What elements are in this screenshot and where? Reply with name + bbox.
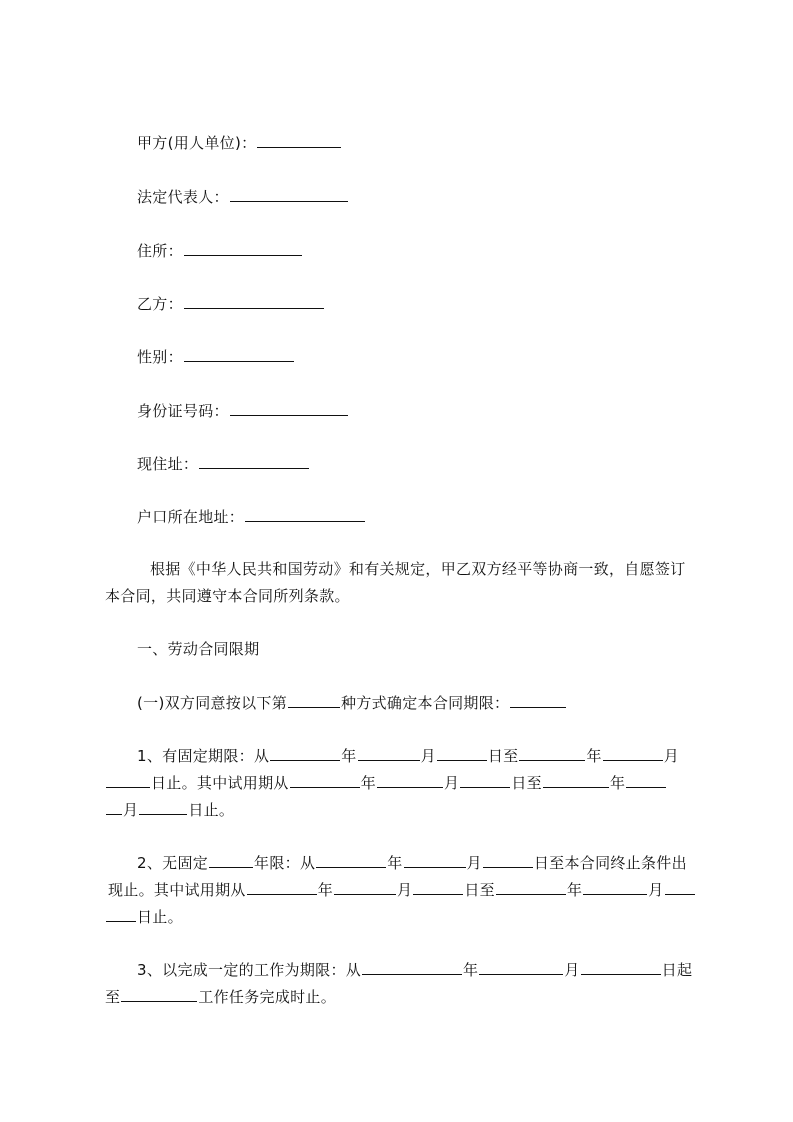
gender-line <box>137 346 295 367</box>
item-1-prefix: 1、有固定期限：从 <box>137 747 270 765</box>
id-line <box>137 400 349 421</box>
item-1-trial-text: 日止。其中试用期从 <box>151 774 289 792</box>
item-2-nianxian-blank[interactable] <box>209 852 253 868</box>
clause-1-line <box>137 692 567 713</box>
clause-1-text-b: 种方式确定本合同期限： <box>341 694 510 712</box>
item-2-start-day-blank[interactable] <box>483 852 533 868</box>
clause-1-text-a: (一)双方同意按以下第 <box>137 694 288 712</box>
item-3-task-blank[interactable] <box>121 986 197 1002</box>
party-b-line <box>137 293 325 314</box>
item-3-line-1 <box>137 959 692 980</box>
legal-rep-line <box>137 186 349 207</box>
year-text: 年 <box>341 747 357 765</box>
address-line <box>137 240 303 261</box>
month-text: 月 <box>564 961 580 979</box>
item-1-trial-year-blank[interactable] <box>290 772 360 788</box>
year-text: 年 <box>566 881 583 899</box>
end-text: 日止。 <box>188 801 235 819</box>
day-to-text: 日至 <box>511 774 542 792</box>
party-a-label: 甲方(用人单位)： <box>137 134 257 152</box>
item-2-trial-end-day-blank-b[interactable] <box>106 906 136 922</box>
party-b-blank[interactable] <box>184 293 324 309</box>
current-address-label: 现住址： <box>137 455 199 473</box>
year-text: 年 <box>463 961 479 979</box>
address-blank[interactable] <box>184 240 302 256</box>
month-text: 月 <box>420 747 436 765</box>
household-blank[interactable] <box>245 506 365 522</box>
item-1-start-year-blank[interactable] <box>270 745 340 761</box>
item-3-month-blank[interactable] <box>479 959 563 975</box>
year-text: 年 <box>360 774 377 792</box>
item-3-year-blank[interactable] <box>362 959 462 975</box>
section-1-title: 一、劳动合同限期 <box>137 640 260 658</box>
item-3-day-blank[interactable] <box>581 959 661 975</box>
item-2-trial-text: 现止。其中试用期从 <box>108 881 246 899</box>
item-3-to-text: 至 <box>105 988 121 1006</box>
term-blank[interactable] <box>510 692 566 708</box>
current-address-blank[interactable] <box>199 453 309 469</box>
party-a-blank[interactable] <box>257 132 341 148</box>
month-text: 月 <box>466 854 482 872</box>
party-a-line <box>137 132 342 153</box>
item-1-trial-end-year-blank[interactable] <box>543 772 609 788</box>
item-1-start-day-blank[interactable] <box>437 745 487 761</box>
item-3-prefix: 3、以完成一定的工作为期限：从 <box>137 961 362 979</box>
item-2-trial-year-blank[interactable] <box>247 879 317 895</box>
item-2-prefix: 2、无固定 <box>137 854 209 872</box>
intro-line-2: 本合同，共同遵守本合同所列条款。 <box>105 587 350 605</box>
id-blank[interactable] <box>230 400 348 416</box>
year-text: 年 <box>609 774 626 792</box>
item-1-trial-day-blank[interactable] <box>460 772 510 788</box>
item-1-start-month-blank[interactable] <box>358 745 420 761</box>
item-1-line-2 <box>105 772 667 793</box>
method-number-blank[interactable] <box>288 692 340 708</box>
item-2-trial-end-day-blank-a[interactable] <box>665 879 695 895</box>
item-2-line-3 <box>105 906 183 927</box>
legal-rep-label: 法定代表人： <box>137 188 229 206</box>
party-b-label: 乙方： <box>137 295 183 313</box>
address-label: 住所： <box>137 242 183 260</box>
month-text: 月 <box>663 747 680 765</box>
item-2-trial-month-blank[interactable] <box>334 879 396 895</box>
item-2-start-year-blank[interactable] <box>316 852 386 868</box>
month-text: 月 <box>648 881 664 899</box>
household-line <box>137 506 366 527</box>
item-1-trial-end-month-blank-a[interactable] <box>626 772 666 788</box>
end-text: 日止。 <box>137 908 183 926</box>
item-1-trial-end-day-blank[interactable] <box>139 799 187 815</box>
id-label: 身份证号码： <box>137 402 229 420</box>
item-2-trial-day-blank[interactable] <box>413 879 463 895</box>
year-text: 年 <box>317 881 334 899</box>
item-1-end-year-blank[interactable] <box>519 745 585 761</box>
month-text: 月 <box>397 881 413 899</box>
item-1-trial-month-blank[interactable] <box>377 772 443 788</box>
year-text: 年 <box>586 747 602 765</box>
item-2-trial-end-year-blank[interactable] <box>496 879 566 895</box>
household-label: 户口所在地址： <box>137 508 245 526</box>
item-3-line-2 <box>105 986 336 1007</box>
intro-line-1: 根据《中华人民共和国劳动》和有关规定，甲乙双方经平等协商一致，自愿签订 <box>150 560 686 578</box>
item-1-end-month-blank[interactable] <box>603 745 663 761</box>
year-text: 年 <box>387 854 403 872</box>
day-to-text: 日至 <box>487 747 519 765</box>
item-1-trial-end-month-blank-b[interactable] <box>106 799 122 815</box>
item-1-line-3 <box>105 799 234 820</box>
item-2-line-1 <box>137 852 687 873</box>
current-address-line <box>137 453 310 474</box>
item-2-line-2 <box>108 879 696 900</box>
day-to-text: 日至 <box>464 881 495 899</box>
item-2-nianxian-text: 年限：从 <box>254 854 316 872</box>
gender-label: 性别： <box>137 348 183 366</box>
item-1-end-day-blank[interactable] <box>106 772 150 788</box>
legal-rep-blank[interactable] <box>230 186 348 202</box>
item-2-condition-text: 日至本合同终止条件出 <box>533 854 687 872</box>
item-2-start-month-blank[interactable] <box>404 852 466 868</box>
month-text: 月 <box>444 774 460 792</box>
item-1-line-1 <box>137 745 679 766</box>
gender-blank[interactable] <box>184 346 294 362</box>
item-2-trial-end-month-blank[interactable] <box>583 879 647 895</box>
day-start-text: 日起 <box>661 961 693 979</box>
month-text: 月 <box>123 801 139 819</box>
item-3-task-text: 工作任务完成时止。 <box>198 988 337 1006</box>
